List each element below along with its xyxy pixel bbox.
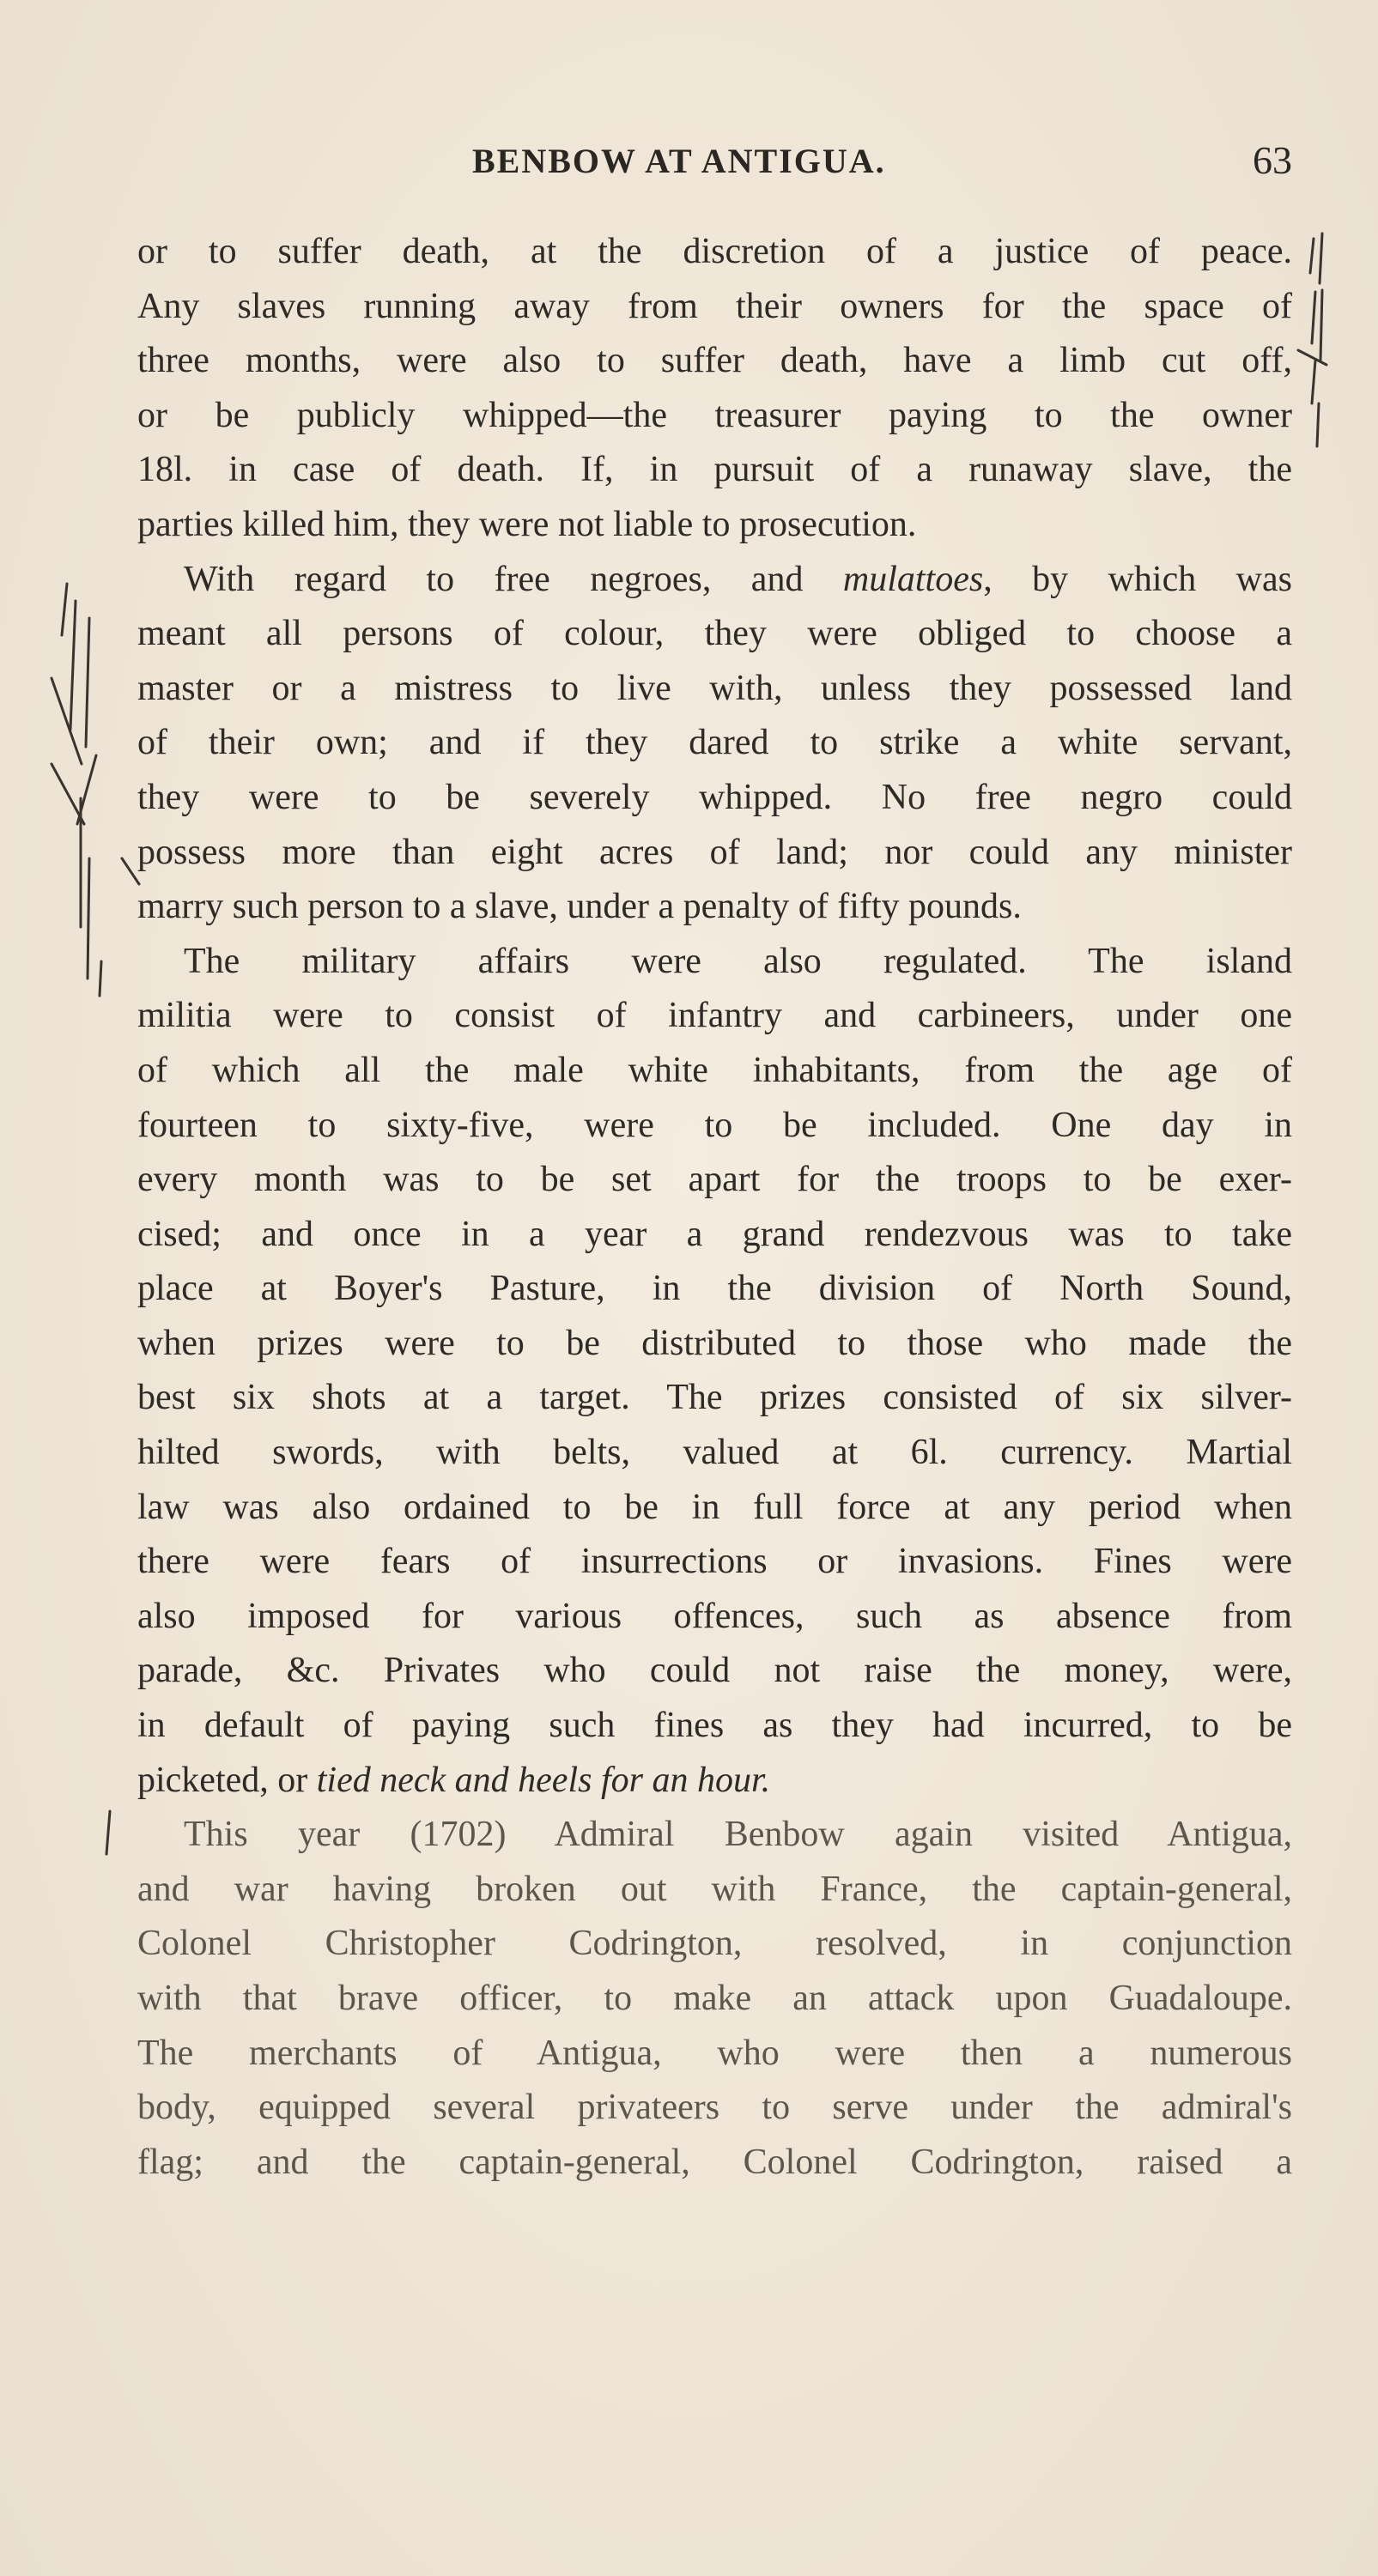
text-line: possess more than eight acres of land; nor could any minister (137, 832, 1292, 872)
text-line: marry such person to a slave, under a penalty of fifty pounds. (137, 887, 1022, 927)
text-line: picketed, or tied neck and heels for an hour. (137, 1760, 771, 1800)
text-line: parade, &c. Privates who could not raise the money, were, (137, 1651, 1292, 1691)
text-line: Any slaves running away from their owners for the space of (137, 286, 1292, 326)
text-line: place at Boyer's Pasture, in the division of North Sound, (137, 1269, 1292, 1309)
text-line: hilted swords, with belts, valued at 6l. currency. Martial (137, 1433, 1292, 1473)
page-header (137, 137, 1292, 189)
text-line: best six shots at a target. The prizes consisted of six silver- (137, 1378, 1292, 1418)
text-line: they were to be severely whipped. No free negro could (137, 777, 1292, 817)
text-line: master or a mistress to live with, unless they possessed land (137, 668, 1292, 708)
text-line: law was also ordained to be in full force at any period when (137, 1487, 1292, 1527)
italic-phrase: mulattoes (842, 559, 984, 599)
text-line: The merchants of Antigua, who were then a numerous (137, 2033, 1292, 2073)
text-line: with that brave officer, to make an attack upon Guadaloupe. (137, 1979, 1292, 2018)
text-line: flag; and the captain-general, Colonel Codrington, raised a (137, 2142, 1292, 2182)
text-line: meant all persons of colour, they were obliged to choose a (137, 614, 1292, 654)
text-line: and war having broken out with France, the captain-general, (137, 1869, 1292, 1909)
italic-phrase: tied neck and heels for an hour. (316, 1760, 771, 1800)
text-line: parties killed him, they were not liable to prosecution. (137, 504, 917, 544)
text-line: also imposed for various offences, such as absence from (137, 1596, 1292, 1636)
text-line: in default of paying such fines as they had incurred, to be (137, 1706, 1292, 1746)
text-line: Colonel Christopher Codrington, resolved, in conjunction (137, 1924, 1292, 1964)
page-number: 63 (1253, 138, 1292, 182)
text-line: 18l. in case of death. If, in pursuit of a runaway slave, the (137, 450, 1292, 490)
body-text (137, 225, 1292, 2190)
text-line: of which all the male white inhabitants, from the age of (137, 1050, 1292, 1090)
text-line: This year (1702) Admiral Benbow again visited Antigua, (184, 1815, 1292, 1855)
running-head: BENBOW AT ANTIGUA. (472, 142, 886, 180)
text-line: or to suffer death, at the discretion of a justice of peace. (137, 232, 1292, 271)
text-line: fourteen to sixty-five, were to be included. One day in (137, 1105, 1292, 1145)
text-line: militia were to consist of infantry and carbineers, under one (137, 996, 1292, 1036)
text-line: when prizes were to be distributed to those who made the (137, 1323, 1292, 1363)
text-line: body, equipped several privateers to serve under the admiral's (137, 2088, 1292, 2128)
text-line: The military affairs were also regulated. The island (184, 941, 1292, 981)
text-line: there were fears of insurrections or invasions. Fines were (137, 1542, 1292, 1582)
text-line: every month was to be set apart for the troops to be exer- (137, 1160, 1292, 1200)
text-line: or be publicly whipped—the treasurer paying to the owner (137, 395, 1292, 435)
text-line: With regard to free negroes, and mulattoes, by which was (184, 559, 1292, 599)
text-line: cised; and once in a year a grand rendezvous was to take (137, 1214, 1292, 1254)
text-line: of their own; and if they dared to strike a white servant, (137, 723, 1292, 763)
text-line: three months, were also to suffer death, have a limb cut off, (137, 341, 1292, 381)
